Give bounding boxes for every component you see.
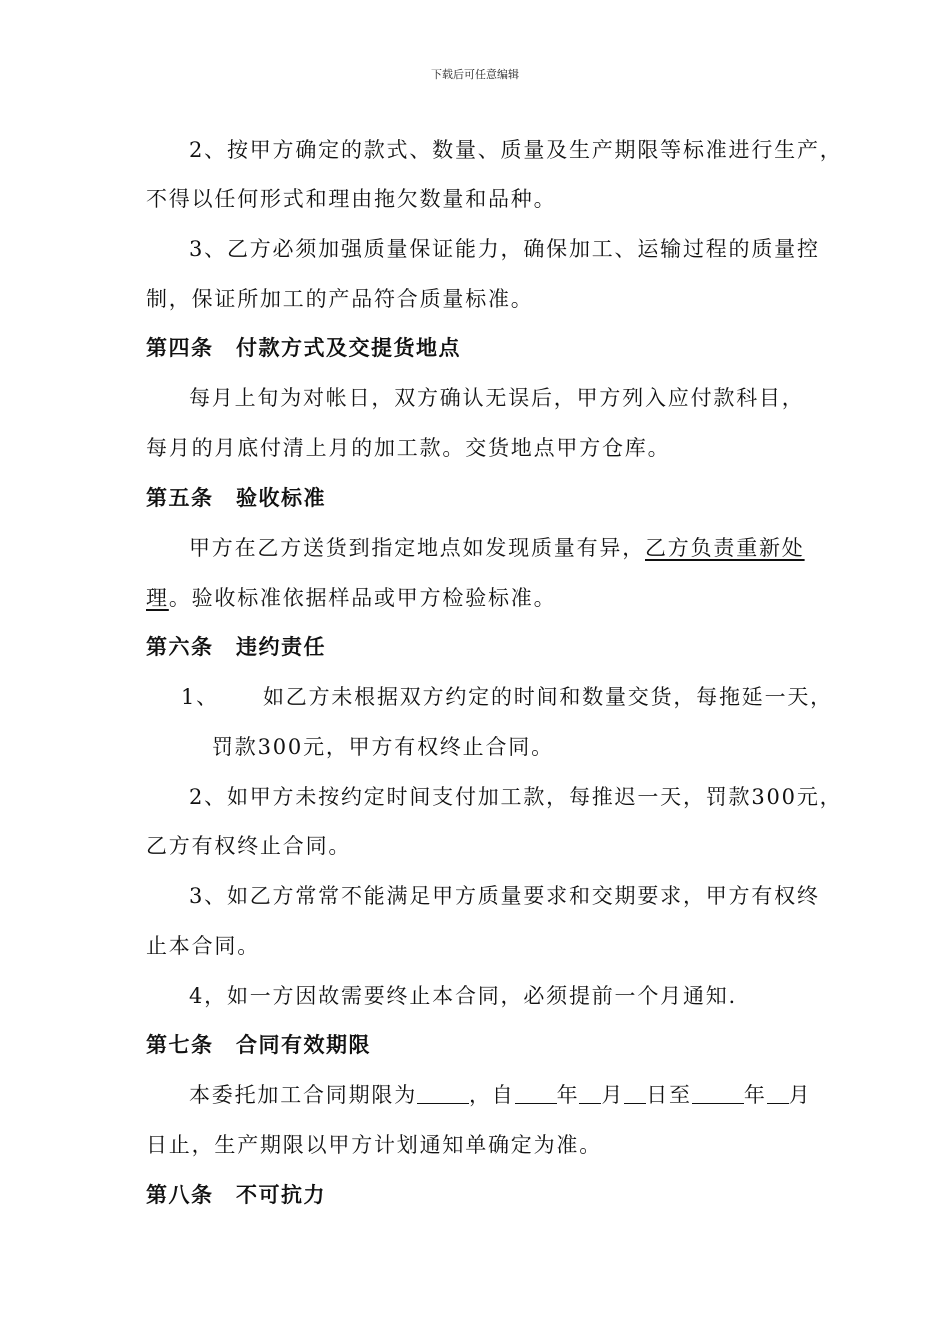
article-5-text-2: 。验收标准依据样品或甲方检验标准。: [168, 586, 557, 610]
end-month-blank: [767, 1083, 789, 1104]
article-4-heading: 第四条 付款方式及交提货地点: [146, 335, 461, 360]
article-7-text-g: 月: [788, 1083, 812, 1107]
article-6-item-3-line-1: 3、如乙方常常不能满足甲方质量要求和交期要求，甲方有权终: [189, 884, 820, 908]
article-7-line-1: [189, 1083, 869, 1107]
article-7-text-a: 本委托加工合同期限为: [189, 1083, 417, 1107]
article-5-line-2: [146, 586, 826, 610]
start-month-blank: [579, 1083, 601, 1104]
article-4-line-2: 每月的月底付清上月的加工款。交货地点甲方仓库。: [146, 436, 671, 460]
article-7-line-2: 日止，生产期限以甲方计划通知单确定为准。: [146, 1133, 602, 1157]
article-7-text-f: 年: [743, 1083, 767, 1107]
article-5-underlined-text: 乙方负责重新处: [645, 536, 805, 560]
article-6-item-1-line-1: [181, 685, 861, 709]
article-5-underlined-text-2: 理: [146, 586, 169, 610]
end-year-blank: [692, 1083, 744, 1104]
article-6-item-2-line-1: 2、如甲方未按约定时间支付加工款，每推迟一天，罚款300元，: [189, 785, 843, 809]
term-blank: [417, 1083, 469, 1104]
article-8-heading: 第八条 不可抗力: [146, 1182, 326, 1207]
article-7-heading: 第七条 合同有效期限: [146, 1032, 371, 1057]
page-header: 下载后可任意编辑: [431, 68, 519, 81]
article-6-item-2-line-2: 乙方有权终止合同。: [146, 834, 352, 858]
article-6-item-3-line-2: 止本合同。: [146, 934, 260, 958]
start-year-blank: [515, 1083, 557, 1104]
article-6-item-1-text: 如乙方未根据双方约定的时间和数量交货，每拖延一天，: [262, 685, 833, 709]
article-6-heading: 第六条 违约责任: [146, 634, 326, 659]
clause-3-2-line-1: 2、按甲方确定的款式、数量、质量及生产期限等标准进行生产，: [189, 138, 843, 162]
article-4-line-1: 每月上旬为对帐日，双方确认无误后，甲方列入应付款科目，: [189, 386, 805, 410]
article-5-heading: 第五条 验收标准: [146, 485, 326, 510]
start-day-blank: [624, 1083, 646, 1104]
clause-3-2-line-2: 不得以任何形式和理由拖欠数量和品种。: [146, 187, 557, 211]
clause-3-3-line-1: 3、乙方必须加强质量保证能力，确保加工、运输过程的质量控: [189, 237, 820, 261]
article-7-text-c: 年: [556, 1083, 580, 1107]
clause-3-3-line-2: 制，保证所加工的产品符合质量标准。: [146, 287, 534, 311]
article-6-item-1-number: 1、: [181, 685, 219, 709]
article-6-item-4: 4，如一方因故需要终止本合同，必须提前一个月通知.: [189, 984, 738, 1008]
article-7-text-d: 月: [601, 1083, 625, 1107]
article-7-text-e: 日至: [646, 1083, 692, 1107]
article-6-item-1-line-2: 罚款300元，甲方有权终止合同。: [212, 735, 554, 759]
article-5-text: 甲方在乙方送货到指定地点如发现质量有异，: [189, 536, 645, 560]
article-5-line-1: [189, 536, 869, 560]
article-7-text-b: ，自: [469, 1083, 515, 1107]
